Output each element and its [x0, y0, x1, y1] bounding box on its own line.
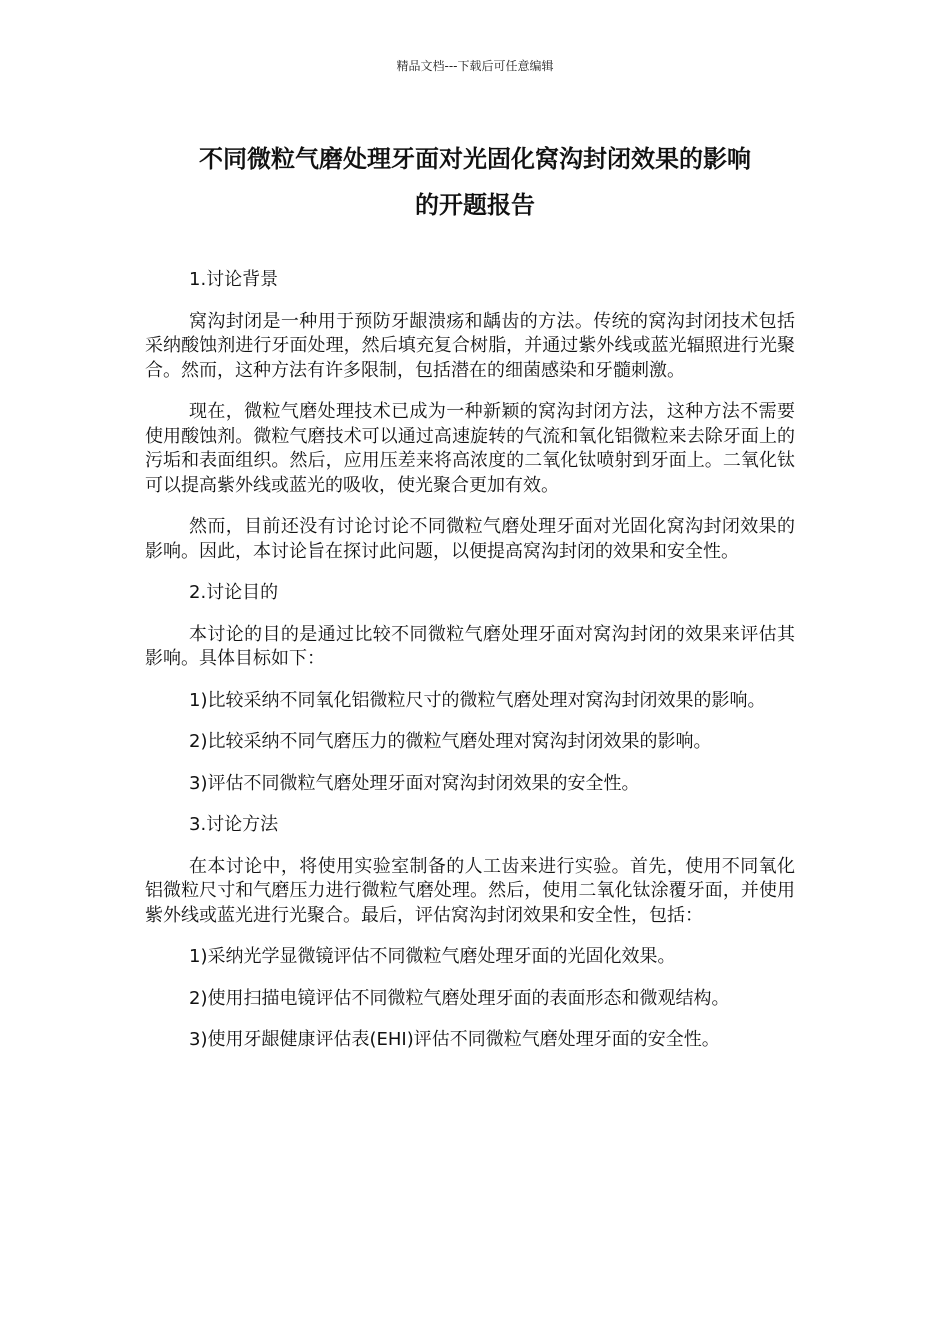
section-1-paragraph-3: 然而，目前还没有讨论讨论不同微粒气磨处理牙面对光固化窝沟封闭效果的影响。因此，本讨论旨在探讨此问题，以便提高窝沟封闭的效果和安全性。 [145, 516, 795, 562]
section-2-list-item-2: 2)比较采纳不同气磨压力的微粒气磨处理对窝沟封闭效果的影响。 [189, 731, 712, 752]
section-1-paragraph-2: 现在，微粒气磨处理技术已成为一种新颖的窝沟封闭方法，这种方法不需要使用酸蚀剂。微粒气磨技术可以通过高速旋转的气流和氧化铝微粒来去除牙面上的污垢和表面组织。然后，应用压差来将高浓度的二氧化钛喷射到牙面上。二氧化钛可以提高紫外线或蓝光的吸收，使光聚合更加有效。 [145, 401, 795, 496]
title-line-2: 的开题报告 [415, 191, 535, 219]
section-1-heading: 1.讨论背景 [189, 269, 279, 290]
section-3-list-item-1: 1)采纳光学显微镜评估不同微粒气磨处理牙面的光固化效果。 [189, 946, 676, 967]
section-1-paragraph-1: 窝沟封闭是一种用于预防牙龈溃疡和龋齿的方法。传统的窝沟封闭技术包括采纳酸蚀剂进行牙面处理，然后填充复合树脂，并通过紫外线或蓝光辐照进行光聚合。然而，这种方法有许多限制，包括潜在的细菌感染和牙髓刺激。 [145, 310, 795, 381]
section-2-list-item-3: 3)评估不同微粒气磨处理牙面对窝沟封闭效果的安全性。 [189, 772, 640, 794]
document-title [120, 136, 830, 228]
section-3-paragraph-1: 在本讨论中，将使用实验室制备的人工齿来进行实验。首先，使用不同氧化铝微粒尺寸和气磨压力进行微粒气磨处理。然后，使用二氧化钛涂覆牙面，并使用紫外线或蓝光进行光聚合。最后，评估窝沟封闭效果和安全性，包括： [145, 855, 795, 926]
document-body [145, 268, 795, 1070]
section-3-heading: 3.讨论方法 [189, 814, 279, 835]
section-2-paragraph-1: 本讨论的目的是通过比较不同微粒气磨处理牙面对窝沟封闭的效果来评估其影响。具体目标如下： [145, 623, 795, 669]
page-header-note: 精品文档---下载后可任意编辑 [396, 59, 554, 73]
section-3-list-item-3: 3)使用牙龈健康评估表(EHI)评估不同微粒气磨处理牙面的安全性。 [189, 1029, 720, 1050]
section-2-heading: 2.讨论目的 [189, 582, 279, 603]
title-line-1: 不同微粒气磨处理牙面对光固化窝沟封闭效果的影响 [199, 145, 751, 173]
section-2-list-item-1: 1)比较采纳不同氧化铝微粒尺寸的微粒气磨处理对窝沟封闭效果的影响。 [189, 689, 766, 711]
section-3-list-item-2: 2)使用扫描电镜评估不同微粒气磨处理牙面的表面形态和微观结构。 [189, 987, 730, 1009]
